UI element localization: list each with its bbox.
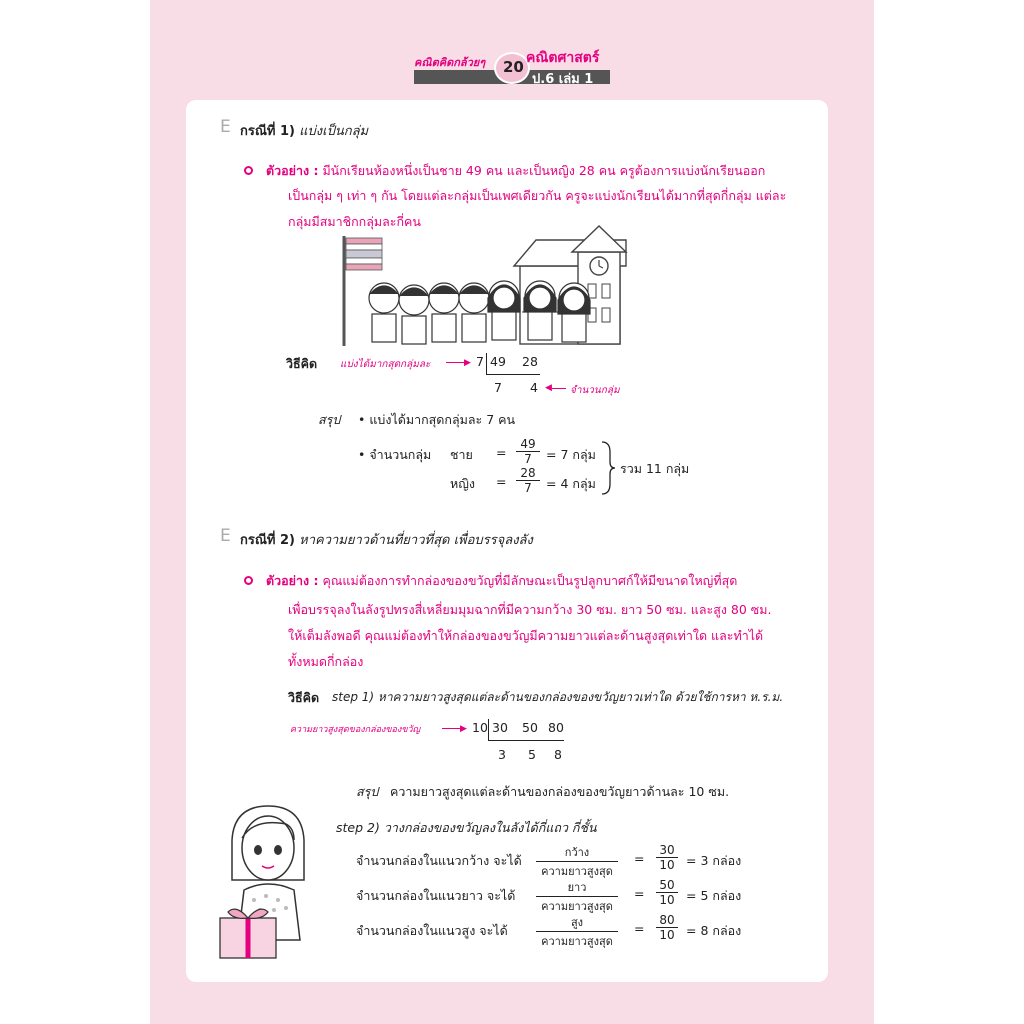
- case1-summary-label: สรุป: [318, 412, 341, 427]
- row-length-formula-den: ความยาวสูงสุด: [541, 900, 613, 913]
- example2-line-1: [266, 571, 737, 591]
- example2-bullet-icon: [244, 576, 253, 585]
- arrow-right-icon: ▶: [464, 358, 471, 368]
- case1-summary-line-2: • จำนวนกลุ่ม: [358, 447, 432, 462]
- case2-quotient-1: 3: [498, 747, 506, 762]
- row-width-den: 10: [659, 858, 675, 872]
- case2-step1: step 1) หาความยาวสูงสุดแต่ละด้านของกล่องของขวัญยาวเท่าใด ด้วยใช้การหา ห.ร.ม.: [332, 690, 784, 704]
- case1-note-left: แบ่งได้มากสุดกลุ่มละ: [340, 359, 431, 370]
- arrow-right-icon-2: ▶: [460, 724, 467, 734]
- example2-line-3: ให้เต็มลังพอดี คุณแม่ต้องทำให้กล่องของขวัญมีความยาวแต่ละด้านสูงสุดเท่าใด และทำได้: [288, 628, 764, 643]
- girls-label: หญิง: [450, 476, 475, 491]
- girls-result: = 4 กลุ่ม: [546, 476, 596, 491]
- case1-title-text: แบ่งเป็นกลุ่ม: [299, 124, 369, 139]
- row-width-formula: [536, 843, 618, 880]
- row-height-formula: [536, 913, 618, 950]
- example1-line-2: เป็นกลุ่ม ๆ เท่า ๆ กัน โดยแต่ละกลุ่มเป็นเพศเดียวกัน ครูจะแบ่งนักเรียนได้มากที่สุดกี่กลุ่ม แต่ละ: [288, 188, 787, 203]
- case2-dividend-1: 30: [492, 720, 508, 735]
- division2-bracket-horizontal: [488, 740, 564, 741]
- case1-marker: E: [220, 117, 231, 137]
- row-height-label: จำนวนกล่องในแนวสูง จะได้: [356, 923, 508, 938]
- row-height-den: 10: [659, 928, 675, 942]
- case2-summary-text: ความยาวสูงสุดแต่ละด้านของกล่องของขวัญยาวด้านละ 10 ซม.: [390, 784, 730, 799]
- row-height-formula-den: ความยาวสูงสุด: [541, 935, 613, 948]
- row-length-num: 50: [656, 878, 678, 893]
- case2-quotient-2: 5: [528, 747, 536, 762]
- row-width-formula-num: กว้าง: [536, 843, 618, 862]
- boys-eq: =: [496, 445, 507, 460]
- case1-label: กรณีที่ 1): [240, 124, 295, 139]
- row-length-result: = 5 กล่อง: [686, 888, 742, 903]
- boys-fraction: [516, 437, 540, 466]
- arrow-left-icon: ◀: [545, 383, 552, 393]
- case1-quotient-1: 7: [494, 380, 502, 395]
- case2-title-text: หาความยาวด้านที่ยาวที่สุด เพื่อบรรจุลงลัง: [299, 533, 533, 548]
- case1-quotient-2: 4: [530, 380, 538, 395]
- division-bracket-horizontal: [486, 374, 540, 375]
- example2-label: ตัวอย่าง :: [266, 573, 319, 588]
- girls-fraction: [516, 466, 540, 495]
- case2-note-left: ความยาวสูงสุดของกล่องของขวัญ: [290, 725, 421, 735]
- case2-summary-label: สรุป: [356, 784, 379, 799]
- case2-step2: step 2) วางกล่องของขวัญลงในลังได้กี่แถว กี่ชั้น: [336, 820, 597, 835]
- girls-fraction-num: 28: [516, 466, 540, 481]
- example2-line-4: ทั้งหมดกี่กล่อง: [288, 654, 364, 669]
- row-height-fraction: [656, 913, 678, 942]
- example2-text-1: คุณแม่ต้องการทำกล่องของขวัญที่มีลักษณะเป็นรูปลูกบาศก์ให้มีขนาดใหญ่ที่สุด: [322, 573, 738, 588]
- case1-title: [240, 120, 368, 141]
- example1-bullet-icon: [244, 166, 253, 175]
- row-length-fraction: [656, 878, 678, 907]
- case2-title: [240, 529, 533, 550]
- division2-bracket-vertical: [488, 719, 489, 741]
- header-subject: คณิตศาสตร์: [526, 50, 600, 66]
- mother-with-gift-illustration: [214, 800, 320, 960]
- example1-line-1: [266, 161, 765, 181]
- case1-note-right: จำนวนกลุ่ม: [570, 385, 620, 396]
- row-length-den: 10: [659, 893, 675, 907]
- row-width-label: จำนวนกล่องในแนวกว้าง จะได้: [356, 853, 522, 868]
- example1-label: ตัวอย่าง :: [266, 163, 319, 178]
- row-height-formula-num: สูง: [536, 913, 618, 932]
- total-brace-icon: [600, 440, 616, 496]
- case2-dividend-2: 50: [522, 720, 538, 735]
- boys-label: ชาย: [450, 447, 473, 462]
- case2-quotient-3: 8: [554, 747, 562, 762]
- row-height-result: = 8 กล่อง: [686, 923, 742, 938]
- case2-label: กรณีที่ 2): [240, 533, 295, 548]
- example1-line-3: กลุ่มมีสมาชิกกลุ่มละกี่คน: [288, 214, 421, 229]
- girls-fraction-den: 7: [524, 481, 532, 495]
- case1-method-label: วิธีคิด: [286, 356, 318, 371]
- row-width-fraction: [656, 843, 678, 872]
- case1-dividend-2: 28: [522, 354, 538, 369]
- case1-dividend-1: 49: [490, 354, 506, 369]
- case2-dividend-3: 80: [548, 720, 564, 735]
- case2-method-label: วิธีคิด: [288, 690, 320, 705]
- row-length-eq: =: [634, 886, 645, 901]
- case1-divisor: 7: [476, 354, 484, 369]
- division-bracket-vertical: [486, 353, 487, 375]
- row-length-formula-num: ยาว: [536, 878, 618, 897]
- example1-text-1: มีนักเรียนห้องหนึ่งเป็นชาย 49 คน และเป็นหญิง 28 คน ครูต้องการแบ่งนักเรียนออก: [322, 163, 766, 178]
- school-children-illustration: [330, 222, 630, 346]
- row-width-result: = 3 กล่อง: [686, 853, 742, 868]
- row-length-label: จำนวนกล่องในแนวยาว จะได้: [356, 888, 516, 903]
- case2-divisor: 10: [472, 720, 488, 735]
- example2-line-2: เพื่อบรรจุลงในลังรูปทรงสี่เหลี่ยมมุมฉากที่มีความกว้าง 30 ซม. ยาว 50 ซม. และสูง 80 ซม.: [288, 602, 772, 617]
- row-width-formula-den: ความยาวสูงสุด: [541, 865, 613, 878]
- page-number: 20: [503, 58, 524, 76]
- row-height-eq: =: [634, 921, 645, 936]
- header-grade: ป.6 เล่ม 1: [532, 72, 594, 87]
- girls-eq: =: [496, 474, 507, 489]
- arrow-line-right: [552, 388, 566, 389]
- boys-fraction-num: 49: [516, 437, 540, 452]
- case1-total: รวม 11 กลุ่ม: [620, 461, 690, 476]
- boys-fraction-den: 7: [524, 452, 532, 466]
- boys-result: = 7 กลุ่ม: [546, 447, 596, 462]
- row-width-num: 30: [656, 843, 678, 858]
- case2-marker: E: [220, 526, 231, 546]
- row-height-num: 80: [656, 913, 678, 928]
- case1-summary-line-1: • แบ่งได้มากสุดกลุ่มละ 7 คน: [358, 412, 516, 427]
- row-length-formula: [536, 878, 618, 915]
- row-width-eq: =: [634, 851, 645, 866]
- header-book-title: คณิตคิดกล้วยๆ: [414, 56, 486, 69]
